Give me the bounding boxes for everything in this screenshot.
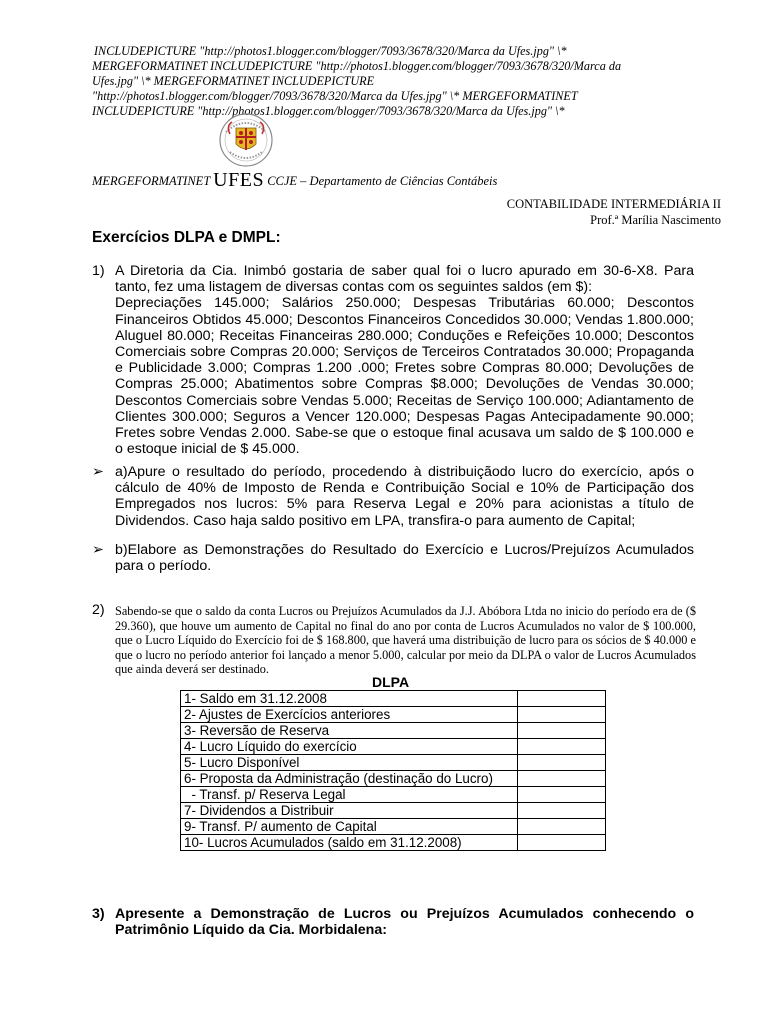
row-label: 9- Transf. P/ aumento de Capital [181, 819, 518, 835]
table-row [181, 803, 606, 819]
table-row [181, 691, 606, 707]
row-label: 2- Ajustes de Exercícios anteriores [181, 707, 518, 723]
table-row [181, 755, 606, 771]
university-name: UFES [213, 169, 265, 191]
task-b: b)Elabore as Demonstrações do Resultado do Exercício e Lucros/Prejuízos Acumulados para o período. [115, 542, 694, 575]
row-label: 4- Lucro Líquido do exercício [181, 739, 518, 755]
row-label: 1- Saldo em 31.12.2008 [181, 691, 518, 707]
question-1-number: 1) [92, 263, 105, 279]
include-line: MERGEFORMATINET INCLUDEPICTURE "http://photos1.blogger.com/blogger/7093/3678/320/Marca da [92, 59, 622, 73]
row-label: - Transf. p/ Reserva Legal [181, 787, 518, 803]
table-row [181, 707, 606, 723]
row-value-cell [518, 723, 606, 739]
row-value-cell [518, 787, 606, 803]
table-row [181, 835, 606, 851]
row-value-cell [518, 819, 606, 835]
table-row [181, 787, 606, 803]
professor-name: Prof.ª Marília Nascimento [590, 213, 721, 227]
department-name: CCJE – Departamento de Ciências Contábeis [267, 174, 498, 188]
merge-field-prefix: MERGEFORMATINET [92, 174, 211, 188]
arrow-bullet-icon: ➢ [92, 542, 104, 558]
row-value-cell [518, 755, 606, 771]
row-value-cell [518, 739, 606, 755]
row-value-cell [518, 691, 606, 707]
dlpa-table-title: DLPA [372, 674, 410, 690]
document-header [92, 169, 497, 192]
question-1 [115, 263, 694, 457]
table-row [181, 771, 606, 787]
table-row [181, 819, 606, 835]
include-line: "http://photos1.blogger.com/blogger/7093/3678/320/Marca da Ufes.jpg" \* MERGEFORMATINET [92, 89, 578, 103]
question-1-intro: A Diretoria da Cia. Inimbó gostaria de saber qual foi o lucro apurado em 30-6-X8. Para tanto, fez uma listagem de diversas contas com os seguintes saldos (em $): [115, 263, 694, 296]
dlpa-table [180, 690, 606, 851]
row-label: 3- Reversão de Reserva [181, 723, 518, 739]
question-3: Apresente a Demonstração de Lucros ou Prejuízos Acumulados conhecendo o Patrimônio Líquido da Cia. Morbidalena: [115, 906, 694, 939]
row-label: 7- Dividendos a Distribuir [181, 803, 518, 819]
question-2: Sabendo-se que o saldo da conta Lucros ou Prejuízos Acumulados da J.J. Abóbora Ltda no inicio do período era de ($ 29.360), que houve um aumento de Capital no final do ano por conta de Lucros Acumulados no valor de $ 100.000, que o Lucro Líquido do Exercício foi de $ 168.800, que haverá uma distribuição de lucro para os sócios de $ 40.000 e que o lucro no período anterior foi lançado a menor 5.000, calcular por meio da DLPA o valor de Lucros Acumulados que ainda deverá ser destinado. [115, 604, 696, 677]
row-value-cell [518, 803, 606, 819]
include-picture-field-codes [92, 44, 682, 119]
arrow-bullet-icon: ➢ [92, 464, 104, 480]
include-line: INCLUDEPICTURE "http://photos1.blogger.com/blogger/7093/3678/320/Marca da Ufes.jpg" \* [92, 104, 565, 118]
row-label: 5- Lucro Disponível [181, 755, 518, 771]
question-1-accounts: Depreciações 145.000; Salários 250.000; Despesas Tributárias 60.000; Descontos Financeiros Obtidos 45.000; Descontos Financeiros Concedidos 30.000; Vendas 1.800.000; Aluguel 80.000; Receitas Financeiras 280.000; Conduções e Refeições 10.000; Descontos Comerciais sobre Compras 20.000; Serviços de Terceiros Contratados 30.000; Propaganda e Publicidade 3.000; Compras 1.200 .000; Fretes sobre Compras 80.000; Devoluções de Compras 25.000; Abatimentos sobre Compras $8.000; Devoluções de Vendas 30.000; Descontos Comerciais sobre Vendas 5.000; Receitas de Serviço 100.000; Adiantamento de Clientes 300.000; Seguros a Vencer 120.000; Despesas Pagas Antecipadamente 90.000; Fretes sobre Vendas 2.000. Sabe-se que o estoque final acusava um saldo de $ 100.000 e o estoque inicial de $ 45.000. [115, 295, 694, 458]
table-row [181, 739, 606, 755]
ufes-seal-logo [212, 112, 280, 170]
question-3-number: 3) [92, 906, 105, 922]
include-line: Ufes.jpg" \* MERGEFORMATINET INCLUDEPICTURE [92, 74, 375, 88]
question-2-number: 2) [92, 602, 105, 618]
task-a: a)Apure o resultado do período, procedendo à distribuiçãodo lucro do exercício, após o cálculo de 40% de Imposto de Renda e Contribuição Social e 10% de Participação dos Empregados nos lucros: 5% para Reserva Legal e 20% para acionistas a título de Dividendos. Caso haja saldo positivo em LPA, transfira-o para aumento de Capital; [115, 464, 694, 529]
row-value-cell [518, 707, 606, 723]
row-label: 10- Lucros Acumulados (saldo em 31.12.2008) [181, 835, 518, 851]
page-title: Exercícios DLPA e DMPL: [92, 229, 281, 246]
include-line: INCLUDEPICTURE "http://photos1.blogger.com/blogger/7093/3678/320/Marca da Ufes.jpg" \* [94, 44, 567, 58]
row-value-cell [518, 771, 606, 787]
row-label: 6- Proposta da Administração (destinação do Lucro) [181, 771, 518, 787]
row-value-cell [518, 835, 606, 851]
course-name: CONTABILIDADE INTERMEDIÁRIA II [506, 197, 721, 211]
table-row [181, 723, 606, 739]
